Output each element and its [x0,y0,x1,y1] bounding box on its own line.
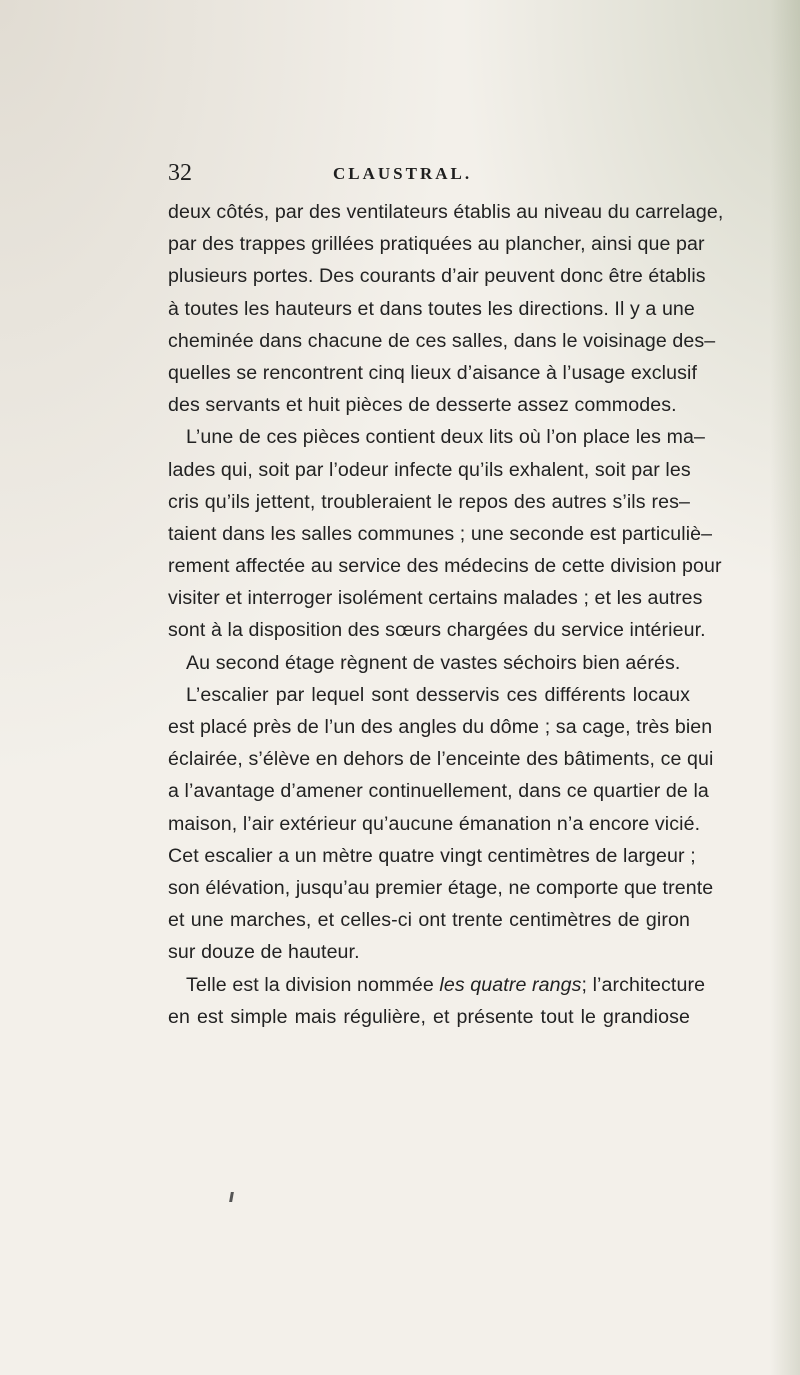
text-line: lades qui, soit par l’odeur infecte qu’ils exhalent, soit par les [168,458,691,481]
text-line: son élévation, jusqu’au premier étage, ne comporte que trente [168,876,714,899]
text-line: par des trappes grillées pratiquées au plancher, ainsi que par [168,233,705,256]
text-line: plusieurs portes. Des courants d’air peuvent donc être établis [168,265,706,288]
ink-mark [229,1192,234,1202]
text-line: est placé près de l’un des angles du dôme ; sa cage, très bien [168,716,713,738]
text-line: deux côtés, par des ventilateurs établis au niveau du carrelage, [168,201,724,223]
text-line: quelles se rencontrent cinq lieux d’aisance à l’usage exclusif [168,361,698,384]
italic-phrase: les quatre rangs [439,973,582,996]
text-line: Cet escalier a un mètre quatre vingt centimètres de largeur ; [168,844,696,867]
text-line: des servants et huit pièces de desserte assez commodes. [168,394,677,417]
text-line: et une marches, et celles-ci ont trente centimètres de giron [168,909,690,932]
text-segment: Telle est la division nommée [186,973,440,996]
text-line: cris qu’ils jettent, troubleraient le repos des autres s’ils res– [168,490,690,513]
text-line: rement affectée au service des médecins de cette division pour [168,555,722,578]
page-number: 32 [168,160,192,186]
page-edge-stain [770,0,800,1375]
text-line: L’une de ces pièces contient deux lits où l’on place les ma– [186,426,706,449]
text-line: sur douze de hauteur. [168,941,360,964]
text-line-with-italic [168,969,706,1001]
text-segment: ; l’architecture [581,973,706,996]
text-line: taient dans les salles communes ; une seconde est particuliè– [168,522,713,545]
text-line: L’escalier par lequel sont desservis ces différents locaux [186,683,690,706]
text-line: maison, l’air extérieur qu’aucune émanation n’a encore vicié. [168,812,701,835]
text-line: Au second étage règnent de vastes séchoirs bien aérés. [186,651,681,674]
text-line: à toutes les hauteurs et dans toutes les directions. Il y a une [168,297,695,320]
text-line: cheminée dans chacune de ces salles, dans le voisinage des– [168,329,716,352]
text-line: a l’avantage d’amener continuellement, dans ce quartier de la [168,780,709,803]
text-line: sont à la disposition des sœurs chargées du service intérieur. [168,619,706,642]
text-line: éclairée, s’élève en dehors de l’enceinte des bâtiments, ce qui [168,748,714,771]
text-line: visiter et interroger isolément certains malades ; et les autres [168,587,703,610]
running-title: CLAUSTRAL. [333,164,473,183]
body-text [168,196,724,1033]
running-head [168,160,688,190]
text-line: en est simple mais régulière, et présente tout le grandiose [168,1005,690,1028]
